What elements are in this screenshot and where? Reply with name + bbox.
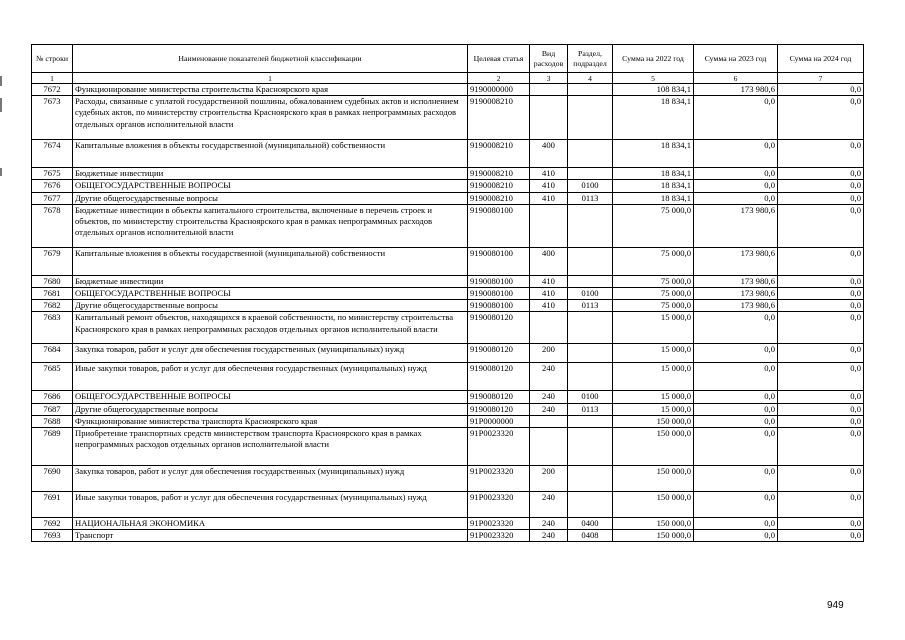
header-sum-2023: Сумма на 2023 год [694,45,778,73]
table-row [32,84,864,96]
sum-2023: 0,0 [694,180,778,192]
section-code: 0113 [568,192,613,204]
indicator-name: НАЦИОНАЛЬНАЯ ЭКОНОМИКА [73,518,468,530]
sum-2024: 0,0 [778,204,864,247]
sum-2024: 0,0 [778,344,864,363]
expense-type: 410 [530,275,568,287]
row-number: 7682 [32,300,73,312]
table-row [32,428,864,466]
sum-2022: 75 000,0 [613,300,694,312]
table-row [32,415,864,427]
row-number: 7679 [32,247,73,275]
scan-margin-mark [0,98,2,112]
section-code [568,96,613,140]
indicator-name: Другие общегосударственные вопросы [73,300,468,312]
expense-type: 200 [530,466,568,492]
row-number: 7683 [32,312,73,344]
sum-2022: 150 000,0 [613,530,694,542]
indicator-name: Приобретение транспортных средств министерством транспорта Красноярского края в рамках непрограммных расходов отдельных органов исполнительной власти [73,428,468,466]
section-code: 0100 [568,391,613,403]
indicator-name: Капитальные вложения в объекты государственной (муниципальной) собственности [73,247,468,275]
column-number-row [32,73,864,84]
target-article: 9190080100 [468,288,530,300]
section-code: 0100 [568,288,613,300]
sum-2023: 0,0 [694,192,778,204]
expense-type: 240 [530,518,568,530]
sum-2023: 0,0 [694,96,778,140]
sum-2023: 0,0 [694,344,778,363]
column-number: 4 [568,73,613,84]
table-row [32,492,864,518]
page-number: 949 [827,600,844,611]
row-number: 7681 [32,288,73,300]
target-article: 9190080100 [468,247,530,275]
sum-2022: 150 000,0 [613,492,694,518]
row-number: 7674 [32,140,73,168]
target-article: 9190008210 [468,140,530,168]
sum-2023: 0,0 [694,168,778,180]
indicator-name: Транспорт [73,530,468,542]
sum-2023: 173 980,6 [694,84,778,96]
header-section: Раздел, подраздел [568,45,613,73]
table-row [32,192,864,204]
table-row [32,518,864,530]
sum-2022: 150 000,0 [613,518,694,530]
scan-margin-mark [0,76,2,86]
expense-type [530,428,568,466]
table-row [32,466,864,492]
row-number: 7687 [32,403,73,415]
sum-2022: 15 000,0 [613,312,694,344]
section-code: 0100 [568,180,613,192]
sum-2023: 173 980,6 [694,275,778,287]
section-code: 0113 [568,300,613,312]
sum-2022: 150 000,0 [613,415,694,427]
indicator-name: Иные закупки товаров, работ и услуг для обеспечения государственных (муниципальных) нужд [73,492,468,518]
header-target-article: Целевая статья [468,45,530,73]
sum-2022: 18 834,1 [613,96,694,140]
indicator-name: Бюджетные инвестиции в объекты капитального строительства, включенные в перечень строек и объектов, по министерству строительства Красноярского края в рамках непрограммных расходов отдельных органов исполнительной власти [73,204,468,247]
indicator-name: Бюджетные инвестиции [73,168,468,180]
sum-2024: 0,0 [778,492,864,518]
expense-type: 240 [530,492,568,518]
section-code: 0113 [568,403,613,415]
target-article: 91Р0023320 [468,518,530,530]
target-article: 91Р0023320 [468,492,530,518]
sum-2024: 0,0 [778,84,864,96]
expense-type: 200 [530,344,568,363]
section-code [568,312,613,344]
sum-2022: 15 000,0 [613,403,694,415]
row-number: 7675 [32,168,73,180]
table-row [32,204,864,247]
sum-2022: 18 834,1 [613,180,694,192]
column-number: 1 [73,73,468,84]
sum-2024: 0,0 [778,403,864,415]
sum-2024: 0,0 [778,312,864,344]
section-code [568,204,613,247]
sum-2023: 0,0 [694,466,778,492]
sum-2024: 0,0 [778,518,864,530]
target-article: 9190080120 [468,344,530,363]
sum-2024: 0,0 [778,192,864,204]
expense-type: 400 [530,140,568,168]
expense-type: 400 [530,247,568,275]
indicator-name: Другие общегосударственные вопросы [73,403,468,415]
section-code [568,466,613,492]
table-row [32,312,864,344]
sum-2023: 0,0 [694,312,778,344]
expense-type [530,96,568,140]
target-article: 91Р0023320 [468,466,530,492]
section-code [568,428,613,466]
table-row [32,391,864,403]
expense-type [530,84,568,96]
sum-2022: 150 000,0 [613,428,694,466]
target-article: 91Р0023320 [468,530,530,542]
sum-2024: 0,0 [778,288,864,300]
expense-type: 240 [530,530,568,542]
target-article: 9190080100 [468,300,530,312]
row-number: 7692 [32,518,73,530]
sum-2022: 18 834,1 [613,140,694,168]
sum-2022: 18 834,1 [613,192,694,204]
table-row [32,140,864,168]
row-number: 7672 [32,84,73,96]
indicator-name: Другие общегосударственные вопросы [73,192,468,204]
table-row [32,403,864,415]
sum-2023: 0,0 [694,403,778,415]
header-expense-type: Вид расходов [530,45,568,73]
table-row [32,180,864,192]
table-row [32,168,864,180]
target-article: 9190008210 [468,96,530,140]
indicator-name: Капитальные вложения в объекты государственной (муниципальной) собственности [73,140,468,168]
target-article: 9190080120 [468,403,530,415]
sum-2022: 15 000,0 [613,344,694,363]
expense-type [530,415,568,427]
indicator-name: Бюджетные инвестиции [73,275,468,287]
column-number: 2 [468,73,530,84]
indicator-name: Закупка товаров, работ и услуг для обеспечения государственных (муниципальных) нужд [73,466,468,492]
section-code [568,168,613,180]
indicator-name: ОБЩЕГОСУДАРСТВЕННЫЕ ВОПРОСЫ [73,391,468,403]
target-article: 9190080100 [468,204,530,247]
sum-2022: 15 000,0 [613,363,694,391]
sum-2022: 108 834,1 [613,84,694,96]
table-row [32,288,864,300]
sum-2023: 173 980,6 [694,204,778,247]
sum-2024: 0,0 [778,428,864,466]
sum-2022: 75 000,0 [613,275,694,287]
sum-2024: 0,0 [778,96,864,140]
table-row [32,530,864,542]
sum-2022: 15 000,0 [613,391,694,403]
indicator-name: Функционирование министерства транспорта Красноярского края [73,415,468,427]
table-row [32,363,864,391]
row-number: 7690 [32,466,73,492]
sum-2023: 0,0 [694,518,778,530]
row-number: 7691 [32,492,73,518]
sum-2023: 0,0 [694,363,778,391]
expense-type [530,312,568,344]
target-article: 9190008210 [468,180,530,192]
sum-2022: 150 000,0 [613,466,694,492]
sum-2024: 0,0 [778,530,864,542]
target-article: 91Р0023320 [468,428,530,466]
column-number: 7 [778,73,864,84]
sum-2024: 0,0 [778,300,864,312]
expense-type: 240 [530,363,568,391]
target-article: 91Р0000000 [468,415,530,427]
table-row [32,275,864,287]
header-row-number: № строки [32,45,73,73]
sum-2023: 173 980,6 [694,300,778,312]
row-number: 7686 [32,391,73,403]
table-row [32,247,864,275]
expense-type: 410 [530,168,568,180]
target-article: 9190080120 [468,312,530,344]
column-number: 3 [530,73,568,84]
sum-2022: 75 000,0 [613,204,694,247]
sum-2022: 75 000,0 [613,288,694,300]
sum-2023: 173 980,6 [694,247,778,275]
indicator-name: ОБЩЕГОСУДАРСТВЕННЫЕ ВОПРОСЫ [73,288,468,300]
scan-margin-mark [0,168,2,176]
row-number: 7684 [32,344,73,363]
expense-type: 240 [530,391,568,403]
target-article: 9190000000 [468,84,530,96]
expense-type: 410 [530,288,568,300]
sum-2024: 0,0 [778,140,864,168]
table-header-row [32,45,864,73]
sum-2023: 0,0 [694,391,778,403]
indicator-name: Закупка товаров, работ и услуг для обеспечения государственных (муниципальных) нужд [73,344,468,363]
sum-2023: 0,0 [694,530,778,542]
row-number: 7680 [32,275,73,287]
sum-2024: 0,0 [778,466,864,492]
sum-2023: 0,0 [694,428,778,466]
sum-2024: 0,0 [778,391,864,403]
row-number: 7676 [32,180,73,192]
sum-2024: 0,0 [778,168,864,180]
target-article: 9190080100 [468,275,530,287]
sum-2022: 75 000,0 [613,247,694,275]
row-number: 7693 [32,530,73,542]
header-sum-2024: Сумма на 2024 год [778,45,864,73]
target-article: 9190080120 [468,391,530,403]
row-number: 7678 [32,204,73,247]
budget-table [31,44,864,542]
target-article: 9190008210 [468,192,530,204]
section-code [568,344,613,363]
indicator-name: ОБЩЕГОСУДАРСТВЕННЫЕ ВОПРОСЫ [73,180,468,192]
indicator-name: Расходы, связанные с уплатой государственной пошлины, обжалованием судебных актов и исполнением судебных актов, по министерству строительства Красноярского края в рамках непрограммных расходов отдельных органов исполнительной власти [73,96,468,140]
header-sum-2022: Сумма на 2022 год [613,45,694,73]
expense-type: 410 [530,180,568,192]
sum-2024: 0,0 [778,415,864,427]
table-row [32,96,864,140]
sum-2023: 173 980,6 [694,288,778,300]
sum-2024: 0,0 [778,363,864,391]
row-number: 7689 [32,428,73,466]
row-number: 7677 [32,192,73,204]
section-code: 0400 [568,518,613,530]
target-article: 9190008210 [468,168,530,180]
row-number: 7685 [32,363,73,391]
expense-type: 410 [530,192,568,204]
row-number: 7673 [32,96,73,140]
column-number: 1 [32,73,73,84]
table-row [32,344,864,363]
sum-2023: 0,0 [694,140,778,168]
indicator-name: Капитальный ремонт объектов, находящихся в краевой собственности, по министерству строительства Красноярского края в рамках непрограммных расходов отдельных органов исполнительной власти [73,312,468,344]
expense-type: 410 [530,300,568,312]
expense-type [530,204,568,247]
row-number: 7688 [32,415,73,427]
sum-2022: 18 834,1 [613,168,694,180]
table-row [32,300,864,312]
section-code [568,84,613,96]
section-code [568,247,613,275]
indicator-name: Иные закупки товаров, работ и услуг для обеспечения государственных (муниципальных) нужд [73,363,468,391]
indicator-name: Функционирование министерства строительства Красноярского края [73,84,468,96]
section-code [568,275,613,287]
section-code [568,492,613,518]
table-body [32,84,864,542]
sum-2023: 0,0 [694,415,778,427]
section-code: 0408 [568,530,613,542]
sum-2024: 0,0 [778,275,864,287]
sum-2024: 0,0 [778,247,864,275]
sum-2023: 0,0 [694,492,778,518]
header-indicator-name: Наименование показателей бюджетной классификации [73,45,468,73]
expense-type: 240 [530,403,568,415]
section-code [568,415,613,427]
target-article: 9190080120 [468,363,530,391]
column-number: 6 [694,73,778,84]
sum-2024: 0,0 [778,180,864,192]
section-code [568,140,613,168]
section-code [568,363,613,391]
column-number: 5 [613,73,694,84]
